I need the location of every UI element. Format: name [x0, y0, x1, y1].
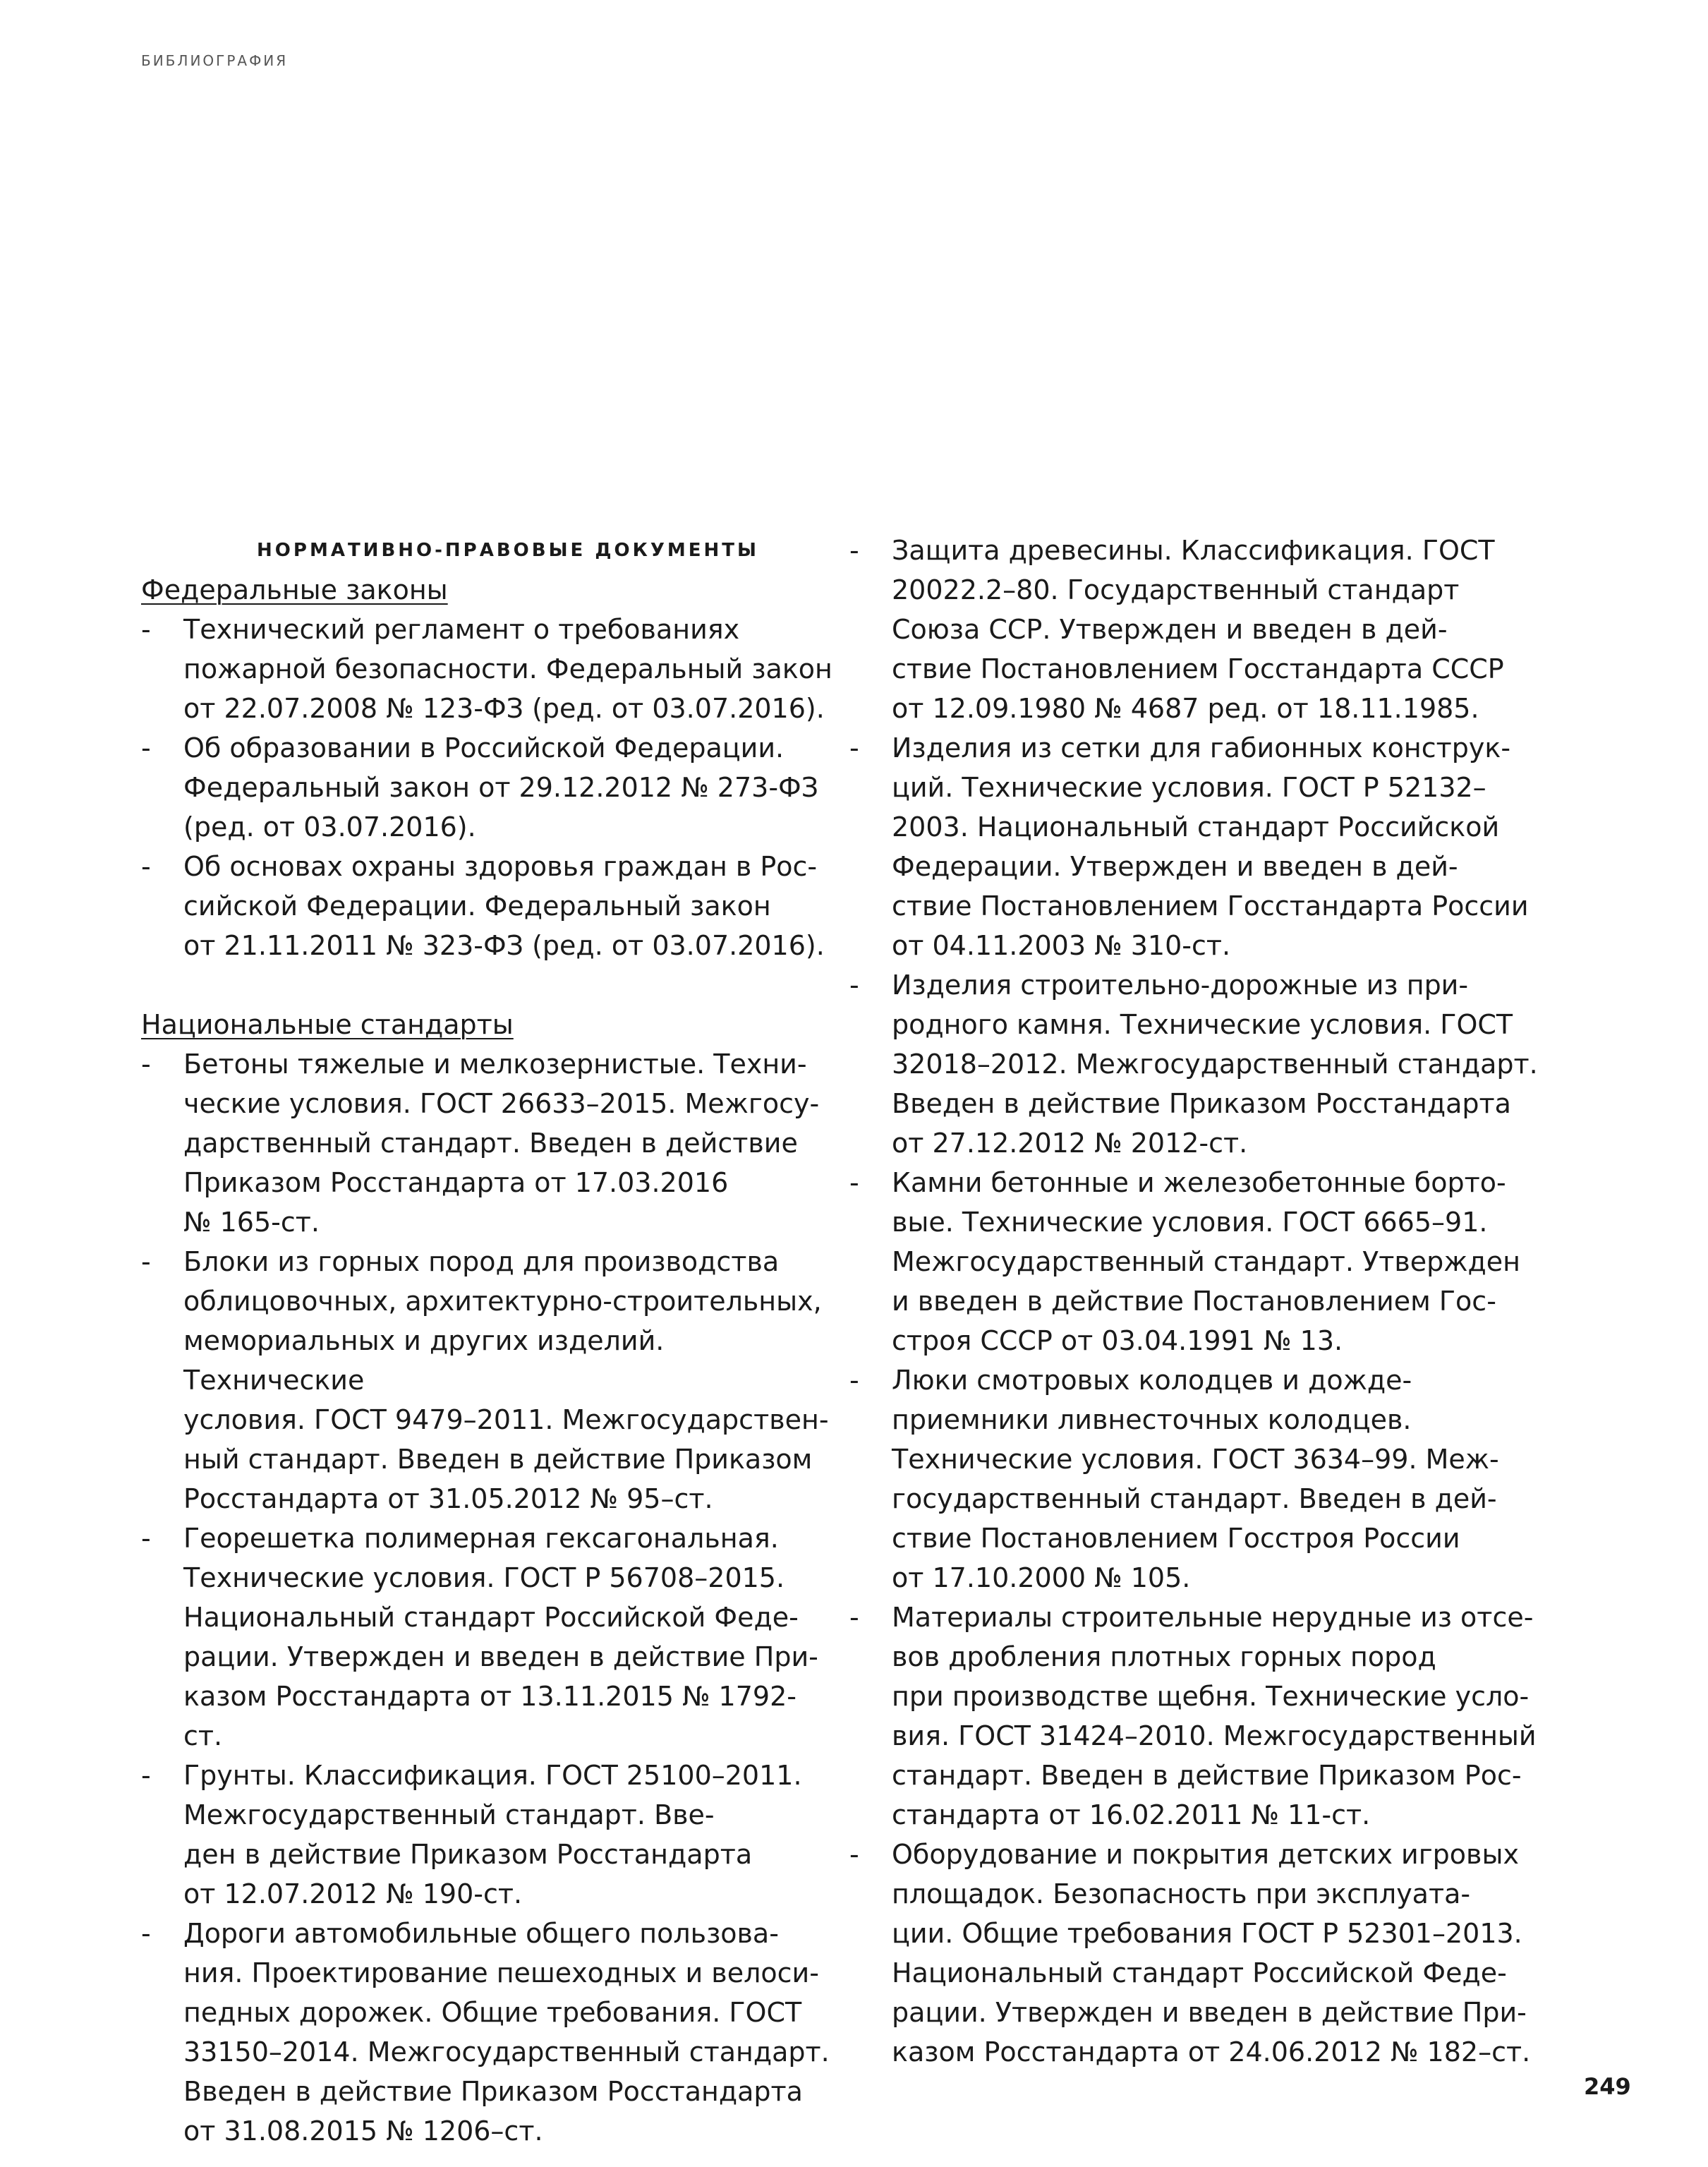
list-marker: -: [849, 1167, 859, 1198]
list-item: [849, 1835, 1555, 2072]
list-item: [141, 1914, 832, 2151]
right-column: [849, 531, 1555, 2072]
reference-text: Изделия из сетки для габионных конструк- ций. Технические условия. ГОСТ Р 52132– 2003. Национальный стандарт Российской Федерации. Утвержден и введен в дей- ствие Постановлением Госстандарта России от 04.11.2003 № 310-ст.: [892, 732, 1529, 961]
list-item: [141, 1756, 832, 1914]
reference-text: Блоки из горных пород для производства облицовочных, архитектурно-строительных, мемориальных и других изделий. Технические условия. ГОСТ 9479–2011. Межгосударствен- ный стандарт. Введен в действие Приказом Росстандарта от 31.05.2012 № 95–ст.: [183, 1246, 829, 1514]
national-standards-title: Национальные стандарты: [141, 1009, 514, 1040]
reference-text: Георешетка полимерная гексагональная. Технические условия. ГОСТ Р 56708–2015. Национальный стандарт Российской Феде- рации. Утвержден и введен в действие При- казом Росстандарта от 13.11.2015 № 1792-ст.: [183, 1523, 818, 1751]
list-marker: -: [141, 1049, 151, 1080]
running-head: БИБЛИОГРАФИЯ: [141, 52, 289, 69]
federal-laws-title: Федеральные законы: [141, 574, 448, 605]
reference-text: Оборудование и покрытия детских игровых площадок. Безопасность при эксплуата- ции. Общие требования ГОСТ Р 52301–2013. Национальный стандарт Российской Феде- рации. Утвержден и введен в действие При- казом Росстандарта от 24.06.2012 № 182–ст.: [892, 1839, 1531, 2068]
list-item: [141, 1519, 832, 1756]
list-item: [141, 1044, 832, 1242]
list-item: [141, 610, 832, 728]
list-item: [849, 965, 1555, 1163]
list-marker: -: [849, 732, 859, 763]
national-standards-list-right: [849, 531, 1555, 2072]
left-column: [141, 531, 832, 2151]
list-item: [849, 1360, 1555, 1598]
list-marker: -: [849, 1602, 859, 1633]
list-item: [141, 728, 832, 847]
list-item: [141, 847, 832, 965]
list-marker: -: [141, 851, 151, 882]
list-marker: -: [141, 1523, 151, 1554]
list-marker: -: [849, 535, 859, 566]
reference-text: Грунты. Классификация. ГОСТ 25100–2011. Межгосударственный стандарт. Вве- ден в действие Приказом Росстандарта от 12.07.2012 № 190-ст.: [183, 1760, 802, 1909]
section-heading: НОРМАТИВНО-ПРАВОВЫЕ ДОКУМЕНТЫ: [257, 540, 759, 561]
list-item: [849, 1598, 1555, 1835]
reference-text: Бетоны тяжелые и мелкозернистые. Техни- ческие условия. ГОСТ 26633–2015. Межгосу- дарственный стандарт. Введен в действие Приказом Росстандарта от 17.03.2016 № 165-ст.: [183, 1049, 820, 1238]
list-marker: -: [141, 732, 151, 763]
reference-text: Об образовании в Российской Федерации. Федеральный закон от 29.12.2012 № 273-ФЗ (ред. от 03.07.2016).: [183, 732, 819, 843]
reference-text: Дороги автомобильные общего пользова- ния. Проектирование пешеходных и велоси- педных дорожек. Общие требования. ГОСТ 33150–2014. Межгосударственный стандарт. Введен в действие Приказом Росстандарта от 31.08.2015 № 1206–ст.: [183, 1918, 830, 2147]
reference-text: Технический регламент о требованиях пожарной безопасности. Федеральный закон от 22.07.2008 № 123-ФЗ (ред. от 03.07.2016).: [183, 614, 832, 724]
list-marker: -: [141, 1918, 151, 1949]
federal-laws-list: [141, 610, 832, 965]
list-marker: -: [141, 614, 151, 645]
list-marker: -: [849, 1365, 859, 1396]
list-marker: -: [141, 1246, 151, 1277]
reference-text: Об основах охраны здоровья граждан в Рос- сийской Федерации. Федеральный закон от 21.11.2011 № 323-ФЗ (ред. от 03.07.2016).: [183, 851, 825, 961]
list-marker: -: [141, 1760, 151, 1791]
list-item: [849, 1163, 1555, 1360]
list-item: [849, 728, 1555, 965]
list-item: [849, 531, 1555, 728]
list-item: [141, 1242, 832, 1519]
list-marker: -: [849, 1839, 859, 1870]
list-marker: -: [849, 970, 859, 1001]
spacer: [141, 965, 832, 1005]
reference-text: Изделия строительно-дорожные из при- родного камня. Технические условия. ГОСТ 32018–2012. Межгосударственный стандарт. Введен в действие Приказом Росстандарта от 27.12.2012 № 2012-ст.: [892, 970, 1538, 1159]
page-number: 249: [1584, 2073, 1631, 2100]
reference-text: Люки смотровых колодцев и дожде- приемники ливнесточных колодцев. Технические условия. ГОСТ 3634–99. Меж- государственный стандарт. Введен в дей- ствие Постановлением Госстроя России от 17.10.2000 № 105.: [892, 1365, 1499, 1593]
reference-text: Материалы строительные нерудные из отсе- вов дробления плотных горных пород при производстве щебня. Технические усло- вия. ГОСТ 31424–2010. Межгосударственный стандарт. Введен в действие Приказом Рос- стандарта от 16.02.2011 № 11-ст.: [892, 1602, 1537, 1830]
reference-text: Камни бетонные и железобетонные борто- вые. Технические условия. ГОСТ 6665–91. Межгосударственный стандарт. Утвержден и введен в действие Постановлением Гос- строя СССР от 03.04.1991 № 13.: [892, 1167, 1520, 1356]
national-standards-list-left: [141, 1044, 832, 2151]
reference-text: Защита древесины. Классификация. ГОСТ 20022.2–80. Государственный стандарт Союза ССР. Утвержден и введен в дей- ствие Постановлением Госстандарта СССР от 12.09.1980 № 4687 ред. от 18.11.1985.: [892, 535, 1504, 724]
